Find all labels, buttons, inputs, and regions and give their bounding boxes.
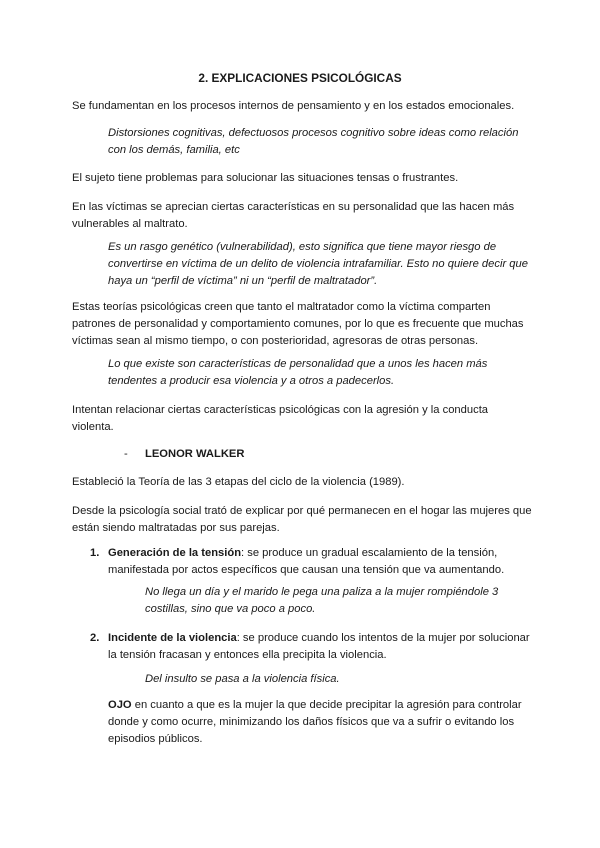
note-text: en cuanto a que es la mujer la que decide precipitar la agresión para controlar donde y como ocurre, minimizando los daños físicos que va a sufrir o evitando los episodios públicos. bbox=[108, 699, 522, 745]
list-item-text: : se produce un gradual escalamiento de la tensión, manifestada por actos específicos que causan una tensión que va aumentando. bbox=[108, 547, 505, 576]
quote-insult: Del insulto se pasa a la violencia física. bbox=[145, 673, 340, 685]
list-item-violence bbox=[108, 630, 533, 664]
quote-cognitive-distortions: Distorsiones cognitivas, defectuosos procesos cognitivo sobre ideas como relación con los demás, familia, etc bbox=[108, 127, 519, 156]
list-item-tension bbox=[108, 545, 533, 579]
paragraph-psych-theories: Estas teorías psicológicas creen que tanto el maltratador como la víctima comparten patrones de personalidad y comportamiento comunes, por lo que es frecuente que muchas víctimas sean al mismo tiempo, o con posterioridad, agresoras de otras personas. bbox=[72, 301, 524, 347]
paragraph-victims: En las víctimas se aprecian ciertas características en su personalidad que las hacen más vulnerables al maltrato. bbox=[72, 201, 515, 230]
list-item-term: Incidente de la violencia bbox=[108, 632, 237, 644]
bullet-dash: - bbox=[124, 448, 128, 460]
quote-personality-traits: Lo que existe son características de personalidad que a unos les hacen más tendentes a producir esa violencia y a otros a padecerlos. bbox=[108, 358, 488, 387]
note-ojo bbox=[108, 697, 533, 748]
paragraph-tense-situations: El sujeto tiene problemas para solucionar las situaciones tensas o frustrantes. bbox=[72, 172, 459, 184]
list-number: 2. bbox=[90, 632, 100, 644]
section-title: 2. EXPLICACIONES PSICOLÓGICAS bbox=[198, 71, 402, 85]
list-number: 1. bbox=[90, 547, 100, 559]
quote-gradual: No llega un día y el marido le pega una paliza a la mujer rompiéndole 3 costillas, sino que va poco a poco. bbox=[145, 586, 499, 615]
paragraph-intro: Se fundamentan en los procesos internos de pensamiento y en los estados emocionales. bbox=[72, 100, 515, 112]
paragraph-social-psych: Desde la psicología social trató de explicar por qué permanecen en el hogar las mujeres que están siendo maltratadas por sus parejas. bbox=[72, 505, 532, 534]
list-item-term: Generación de la tensión bbox=[108, 547, 242, 559]
subheading-leonor-walker: LEONOR WALKER bbox=[145, 448, 245, 460]
paragraph-aggression: Intentan relacionar ciertas características psicológicas con la agresión y la conducta violenta. bbox=[72, 404, 489, 433]
quote-genetic-trait: Es un rasgo genético (vulnerabilidad), esto significa que tiene mayor riesgo de convertirse en víctima de un delito de violencia intrafamiliar. Esto no quiere decir que haya un “perfil de víctima” ni un “perfil de maltratador”. bbox=[108, 241, 528, 287]
paragraph-theory: Estableció la Teoría de las 3 etapas del ciclo de la violencia (1989). bbox=[72, 476, 405, 488]
list-item-text: : se produce cuando los intentos de la mujer por solucionar la tensión fracasan y entonces ella precipita la violencia. bbox=[108, 632, 530, 661]
note-term: OJO bbox=[108, 699, 132, 711]
